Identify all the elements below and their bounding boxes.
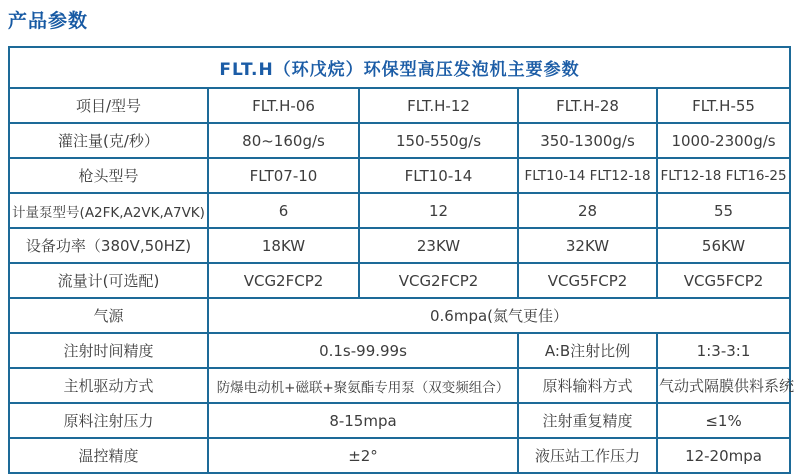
table-cell: 18KW [208, 228, 359, 263]
table-cell: 灌注量(克/秒） [9, 123, 208, 158]
table-row [9, 298, 790, 333]
params-table-head [9, 47, 790, 88]
table-cell: 150-550g/s [359, 123, 518, 158]
table-cell: 注射时间精度 [9, 333, 208, 368]
table-cell: 气源 [9, 298, 208, 333]
table-row [9, 158, 790, 193]
table-cell: 8-15mpa [208, 403, 518, 438]
params-table [8, 46, 795, 474]
table-cell: 6 [208, 193, 359, 228]
table-cell: 12-20mpa [657, 438, 790, 473]
table-cell: FLT.H-12 [359, 88, 518, 123]
table-cell: 56KW [657, 228, 790, 263]
table-cell: 0.1s-99.99s [208, 333, 518, 368]
table-cell: FLT10-14 [359, 158, 518, 193]
table-row [9, 228, 790, 263]
table-cell: A:B注射比例 [518, 333, 657, 368]
table-cell: FLT.H-55 [657, 88, 790, 123]
table-row [9, 438, 790, 473]
table-cell: VCG2FCP2 [359, 263, 518, 298]
table-cell: 流量计(可选配) [9, 263, 208, 298]
table-cell: 防爆电动机+磁联+聚氨酯专用泵（双变频组合） [208, 368, 518, 403]
table-row [9, 403, 790, 438]
table-cell: 80~160g/s [208, 123, 359, 158]
table-cell: 主机驱动方式 [9, 368, 208, 403]
table-cell: 12 [359, 193, 518, 228]
table-cell: VCG2FCP2 [208, 263, 359, 298]
table-cell: FLT07-10 [208, 158, 359, 193]
page-title: 产品参数 [8, 10, 89, 32]
table-cell: 0.6mpa(氮气更佳） [208, 298, 790, 333]
table-cell: 液压站工作压力 [518, 438, 657, 473]
table-cell: 32KW [518, 228, 657, 263]
table-cell: 注射重复精度 [518, 403, 657, 438]
table-cell: VCG5FCP2 [657, 263, 790, 298]
table-cell: 55 [657, 193, 790, 228]
table-cell: FLT.H-06 [208, 88, 359, 123]
table-cell: 气动式隔膜供料系统 [657, 368, 790, 403]
table-row [9, 193, 790, 228]
table-cell: 原料注射压力 [9, 403, 208, 438]
table-row [9, 263, 790, 298]
table-cell: FLT10-14 FLT12-18 [518, 158, 657, 193]
table-cell: VCG5FCP2 [518, 263, 657, 298]
table-cell: 温控精度 [9, 438, 208, 473]
table-cell: FLT12-18 FLT16-25 [657, 158, 790, 193]
table-cell: ±2° [208, 438, 518, 473]
table-cell: FLT.H-28 [518, 88, 657, 123]
table-cell: 28 [518, 193, 657, 228]
table-title: FLT.H（环戊烷）环保型高压发泡机主要参数 [9, 47, 790, 88]
table-cell: 设备功率（380V,50HZ) [9, 228, 208, 263]
table-row [9, 333, 790, 368]
table-cell: 项目/型号 [9, 88, 208, 123]
table-cell: 计量泵型号(A2FK,A2VK,A7VK) [9, 193, 208, 228]
table-cell: 原料输料方式 [518, 368, 657, 403]
table-cell: 1:3-3:1 [657, 333, 790, 368]
params-table-body [9, 88, 795, 473]
table-cell: 枪头型号 [9, 158, 208, 193]
table-cell: 23KW [359, 228, 518, 263]
table-cell: ≤1% [657, 403, 790, 438]
table-row [9, 123, 790, 158]
table-header-row [9, 47, 790, 88]
table-cell: 1000-2300g/s [657, 123, 790, 158]
table-row [9, 368, 790, 403]
table-row [9, 88, 790, 123]
table-cell: 350-1300g/s [518, 123, 657, 158]
